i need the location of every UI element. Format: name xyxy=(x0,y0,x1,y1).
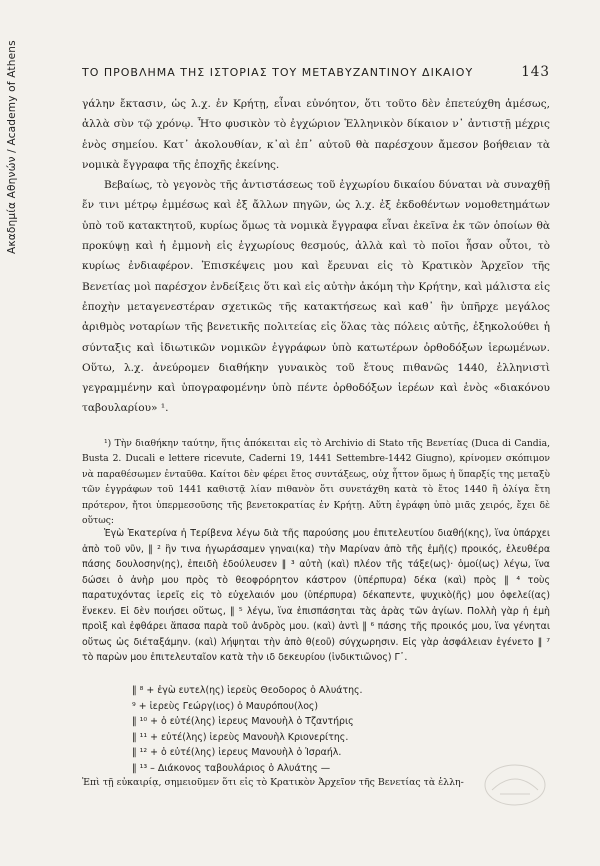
signature-list xyxy=(132,683,512,776)
body-paragraph: Βεβαίως, τὸ γεγονὸς τῆς ἀντιστάσεως τοῦ ἐγχωρίου δικαίου δύναται νὰ συναχθῇ ἔν τινι μέτρῳ ἐμμέσως καὶ ἐξ ἄλλων πηγῶν, ὡς λ.χ. ἐξ ἐκδοθέντων νομοθετημάτων ὑπὸ τοῦ κατακτητοῦ, κυρίως ὅμως τὰ νομικὰ ἔγγραφα εἶναι ἐκεῖνα ἐκ τῶν ὁποίων θὰ προκύψῃ καὶ ἡ ἐμμονὴ εἰς ἐγχωρίους θεσμούς, ἀλλὰ καὶ τὸ ποῖοι ἦσαν οὗτοι, τὸ κυρίως ἐνδιαφέρον. Ἐπισκέψεις μου καὶ ἔρευναι εἰς τὸ Κρατικὸν Ἀρχεῖον τῆς Βενετίας μοὶ παρέσχον ἐνδείξεις ὅτι καὶ εἰς αὐτὴν ἀκόμη τὴν Κρήτην, καὶ μάλιστα εἰς ἐποχὴν μεταγενεστέραν σχετικῶς τῆς κατακτήσεως καὶ καθ᾽ ἣν ὑπῆρχε μεγάλος ἀριθμὸς νοταρίων τῆς βενετικῆς πολιτείας εἰς ὅλας τὰς πόλεις αὐτῆς, ἐξηκολούθει ἡ σύνταξις καὶ ἰδιωτικῶν νομικῶν ἐγγράφων ὑπὸ κατωτέρων ὀρθοδόξων ἱερωμένων. Οὕτω, λ.χ. ἀνεύρομεν διαθήκην γυναικὸς τοῦ ἔτους πιθανῶς 1440, ἑλληνιστὶ γεγραμμένην καὶ ὑπογραφομένην ὑπὸ πέντε ὀρθοδόξων ἱερέων καὶ ἑνὸς «διακόνου ταβουλαρίου» ¹. xyxy=(82,179,550,415)
library-stamp-icon xyxy=(480,760,550,810)
final-line: Ἐπὶ τῇ εὐκαιρίᾳ, σημειοῦμεν ὅτι εἰς τὸ Κρατικὸν Ἀρχεῖον τῆς Βενετίας τὰ ἑλλη- xyxy=(82,777,464,788)
quoted-document xyxy=(82,526,550,666)
signature-line: ‖ ¹² + ὁ εὐτέ(λης) ἱερευς Μανουὴλ ὁ Ἰσραήλ. xyxy=(132,747,342,758)
signature-line: ‖ ¹³ – Διάκονος ταβουλάριος ὁ Αλυάτης — xyxy=(132,762,331,774)
main-text xyxy=(82,94,550,419)
page-header xyxy=(82,64,550,82)
signature-line: ‖ ¹⁰ + ὁ εὐτέ(λης) ἱερευς Μανουὴλ ὁ Τζαντήρις xyxy=(132,716,354,727)
page-number: 143 xyxy=(521,64,550,80)
footnote-text: ¹) Τὴν διαθήκην ταύτην, ἥτις ἀπόκειται εἰς τὸ Archivio di Stato τῆς Βενετίας (Duca di Candia, Busta 2. Ducali e lettere ricevute, Caderni 19, 1441 Settembre-1442 Giugno), κρίνομεν σκόπιμον νὰ παραθέσωμεν ἐνταῦθα. Καίτοι δὲν φέρει ἔτος συντάξεως, οὐχ ἧττον ὅμως ἡ ὕπαρξίς της μεταξὺ τῶν ἐγγράφων τοῦ 1441 καθιστᾷ λίαν πιθανὸν ὅτι συνετάχθη κατὰ τὸ ἔτος 1440 ἢ ὀλίγα ἔτη πρότερον, ἤτοι ὑπερμεσοῦσης τῆς βενετοκρατίας ἐν Κρήτῃ. Αὕτη ἐγράφη ὑπὸ μιᾶς χειρός, ἔχει δὲ οὕτως: xyxy=(82,438,550,527)
footnote xyxy=(82,436,550,528)
document-text: Ἐγὼ Ἐκατερίνα ἡ Τερίβενα λέγω διὰ τῆς παρούσης μου ἐπιτελευτίου διαθή(κης), ἵνα ὑπάρχει ἀπὸ τοῦ νῦν, ‖ ² ἣν τινα ἠγωράσαμεν γηναι(κα) τὴν Μαρίναν ἀπὸ τῆς ἐμῆ(ς) προικός, ἐλευθέρα πάσης δουλοσην(ης), ἐπειδὴ ἐδούλευσεν ‖ ³ αὐτὴ (καὶ) πλέον τῆς τάξε(ως)· ὁμοί(ως) λέγω, ἵνα δώσει ὁ ἀνὴρ μου πρὸς τὸ θεοφρόρητον κάστρον (ὑπέρπυρα) δέκα (καὶ) πρὸς ‖ ⁴ τοὺς παρατυχόντας ἱερεῖς εἰς τὸ εὐχελαιόν μου (ὑπέρπυρα) δέκαπεντε, ψυχικὸ(ῆς) μου ὀφελεί(ας) ἕνεκεν. Εἰ δὲν ποιήσει οὕτως, ‖ ⁵ λέγω, ἵνα ἐπισπάσηται τὰς ἀρὰς τῶν ἁγίων. Πολλὴ γὰρ ἡ ἐμὴ προὶξ καὶ ἐφθάρει ἅπασα παρὰ τοῦ ἀνδρὸς μου. (καὶ) ἀντὶ ‖ ⁶ πάσης τῆς προικός μου, ἵνα γένηται οὕτως ὡς διέταξάμην. (καὶ) λήψηται τὴν ἀπὸ θ(εοῦ) σύγχωρησιν. Εἰς γὰρ ἀσφάλειαν ἐγένετο ‖ ⁷ τὸ παρὼν μου ἐπιτελευταῖον κατὰ τὴν ιδ δεκευρίου (ἰνδικτιῶνος) Γ᾽. xyxy=(82,528,550,663)
signature-line: ‖ ⁸ + ἐγὼ ευτελ(ης) ἱερεὺς Θεοδορος ὁ Αλυάτης. xyxy=(132,685,363,696)
body-paragraph: γάλην ἔκτασιν, ὡς λ.χ. ἐν Κρήτῃ, εἶναι εὐνόητον, ὅτι τοῦτο δὲν ἐπετεύχθη ἀμέσως, ἀλλὰ σὺν τῷ χρόνῳ. Ἦτο φυσικὸν τὸ ἐγχώριον Ἑλληνικὸν δίκαιον ν᾽ ἀντιστῇ μέχρις ἑνὸς σημείου. Κατ᾽ ἀκολουθίαν, κ᾽αὶ ἐπ᾽ αὐτοῦ θὰ παρέσχουν ἄμεσον βοήθειαν τὰ νομικὰ ἔγγραφα τῆς ἐποχῆς ἐκείνης. xyxy=(82,98,550,171)
signature-line: ‖ ¹¹ + εὐτέ(λης) ἱερεὺς Μανουὴλ Κριονερίτης. xyxy=(132,731,349,743)
signature-line: ⁹ + ἱερεὺς Γεώργ(ιος) ὁ Μαυρόπου(λος) xyxy=(132,700,319,712)
academy-watermark: Ακαδημία Αθηνών / Academy of Athens xyxy=(6,40,18,254)
running-title: ΤΟ ΠΡΟΒΛΗΜΑ ΤΗΣ ΙΣΤΟΡΙΑΣ ΤΟΥ ΜΕΤΑΒΥΖΑΝΤΙΝΟΥ ΔΙΚΑΙΟΥ xyxy=(82,66,474,79)
